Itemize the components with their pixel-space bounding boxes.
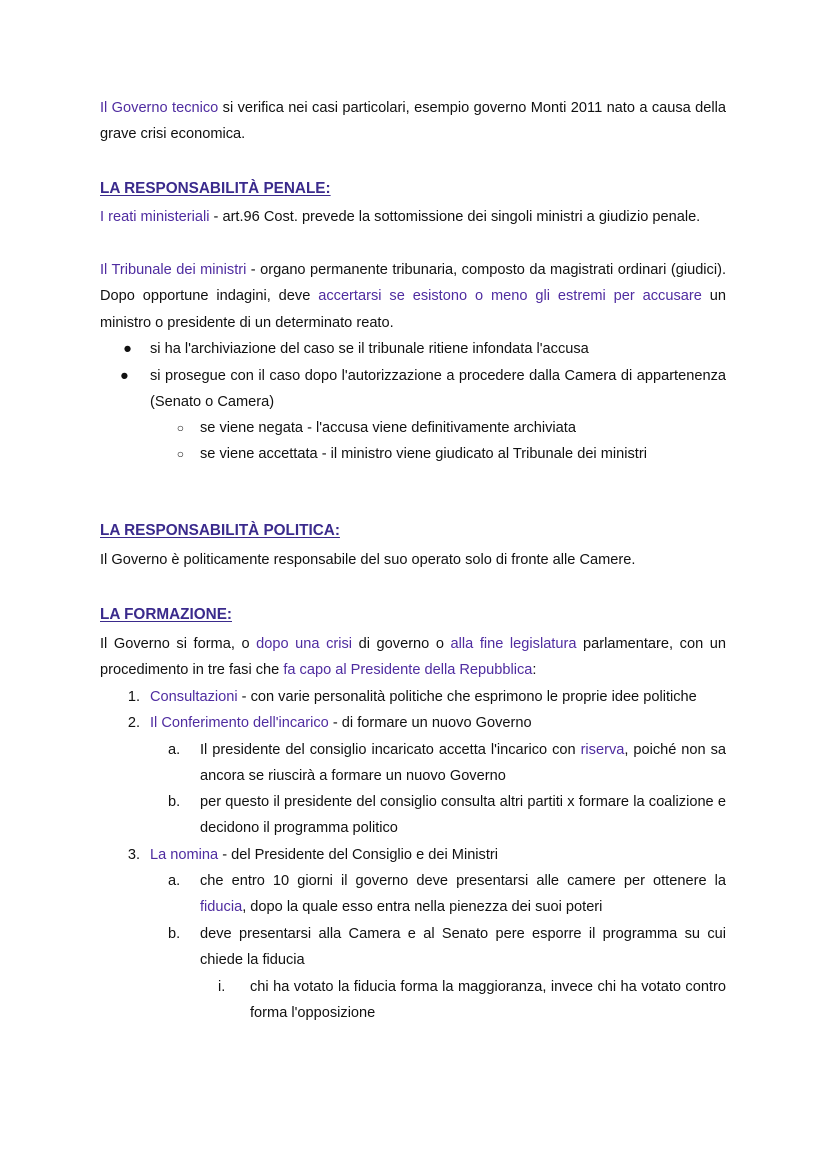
- politica-paragraph: Il Governo è politicamente responsabile del suo operato solo di fronte alle Camere.: [100, 552, 636, 568]
- step-text: , dopo la quale esso entra nella pienezza dei suoi poteri: [242, 899, 603, 916]
- step-text: per questo il presidente del consiglio consulta altri partiti x formare la coalizione e decidono il programma politico: [200, 794, 726, 837]
- step-text: - con varie personalità politiche che esprimono le proprie idee politiche: [237, 689, 697, 705]
- letter-marker: a.: [168, 873, 181, 889]
- tribunale-text-end: un ministro o presidente di un determinato reato.: [100, 288, 726, 331]
- formazione-paragraph: [100, 631, 726, 684]
- step-text: chi ha votato la fiducia forma la maggioranza, invece chi ha votato contro forma l'opposizione: [250, 979, 726, 1022]
- intro-term: Il Governo tecnico: [100, 100, 219, 116]
- bullet-marker: ●: [120, 368, 129, 384]
- reati-term: I reati ministeriali: [100, 209, 210, 225]
- list-item: [127, 684, 726, 710]
- bullet-marker: ●: [123, 341, 132, 357]
- formazione-text: di governo o: [352, 636, 451, 652]
- tribunale-term: Il Tribunale dei ministri: [100, 262, 247, 278]
- letter-marker: a.: [168, 742, 181, 758]
- formazione-highlight: alla fine legislatura: [450, 636, 577, 652]
- formazione-text: parlamentare, con un procedimento in tre fasi che: [100, 636, 726, 679]
- number-marker: 3.: [127, 847, 140, 863]
- step-term: Il Conferimento dell'incarico: [150, 715, 329, 731]
- list-item: [127, 710, 726, 736]
- bullet-text: si ha l'archiviazione del caso se il tribunale ritiene infondata l'accusa: [150, 341, 589, 357]
- formazione-highlight: fa capo al Presidente della Repubblica: [283, 662, 533, 679]
- step-term: Consultazioni: [150, 689, 238, 705]
- sub-bullet-marker: ○: [176, 447, 184, 461]
- letter-marker: b.: [168, 794, 181, 810]
- tribunale-highlight: accertarsi se esistono o meno gli estremi per accusare: [318, 288, 702, 305]
- reati-paragraph: [100, 204, 726, 230]
- step-text: Il presidente del consiglio incaricato accetta l'incarico con: [200, 742, 581, 758]
- roman-marker: i.: [218, 979, 226, 995]
- list-item: [123, 336, 726, 362]
- list-item: [176, 441, 726, 467]
- intro-paragraph: [100, 95, 726, 148]
- letter-marker: b.: [168, 926, 181, 942]
- list-item: [120, 363, 726, 416]
- list-item: [168, 737, 726, 790]
- list-item: [168, 921, 726, 974]
- step-text: , poiché non sa ancora se riuscirà a formare un nuovo Governo: [200, 742, 726, 785]
- sub-bullet-text: se viene accettata - il ministro viene giudicato al Tribunale dei ministri: [200, 446, 647, 462]
- number-marker: 2.: [127, 715, 140, 731]
- bullet-text: si prosegue con il caso dopo l'autorizzazione a procedere dalla Camera di appartenenza (Senato o Camera): [150, 368, 726, 411]
- step-text: - di formare un nuovo Governo: [328, 715, 532, 731]
- heading-responsabilita-politica: LA RESPONSABILITÀ POLITICA:: [100, 522, 340, 539]
- tribunale-paragraph: [100, 257, 726, 336]
- list-item: [218, 974, 726, 1027]
- step-text: deve presentarsi alla Camera e al Senato pere esporre il programma su cui chiede la fiducia: [200, 926, 726, 969]
- heading-formazione: LA FORMAZIONE:: [100, 606, 232, 623]
- formazione-text: Il Governo si forma, o: [100, 636, 257, 652]
- step-highlight: fiducia: [200, 899, 243, 916]
- list-item: [127, 842, 726, 868]
- heading-responsabilita-penale: LA RESPONSABILITÀ PENALE:: [100, 180, 331, 197]
- step-term: La nomina: [150, 847, 219, 863]
- tribunale-text: - organo permanente tribunaria, composto da magistrati ordinari (giudici). Dopo opportune indagini, deve: [100, 262, 727, 305]
- sub-bullet-text: se viene negata - l'accusa viene definitivamente archiviata: [200, 420, 576, 436]
- intro-text: si verifica nei casi particolari, esempio governo Monti 2011 nato a causa della grave crisi economica.: [100, 100, 727, 143]
- reati-text: - art.96 Cost. prevede la sottomissione dei singoli ministri a giudizio penale.: [209, 209, 701, 225]
- sub-bullet-marker: ○: [176, 421, 184, 435]
- list-item: [176, 415, 726, 441]
- list-item: [168, 868, 726, 921]
- number-marker: 1.: [127, 689, 140, 705]
- formazione-highlight: dopo una crisi: [256, 636, 353, 652]
- step-highlight: riserva: [580, 742, 625, 758]
- step-text: che entro 10 giorni il governo deve presentarsi alle camere per ottenere la: [200, 873, 726, 889]
- formazione-text: :: [532, 662, 537, 679]
- list-item: [168, 789, 726, 842]
- step-text: - del Presidente del Consiglio e dei Ministri: [218, 847, 499, 863]
